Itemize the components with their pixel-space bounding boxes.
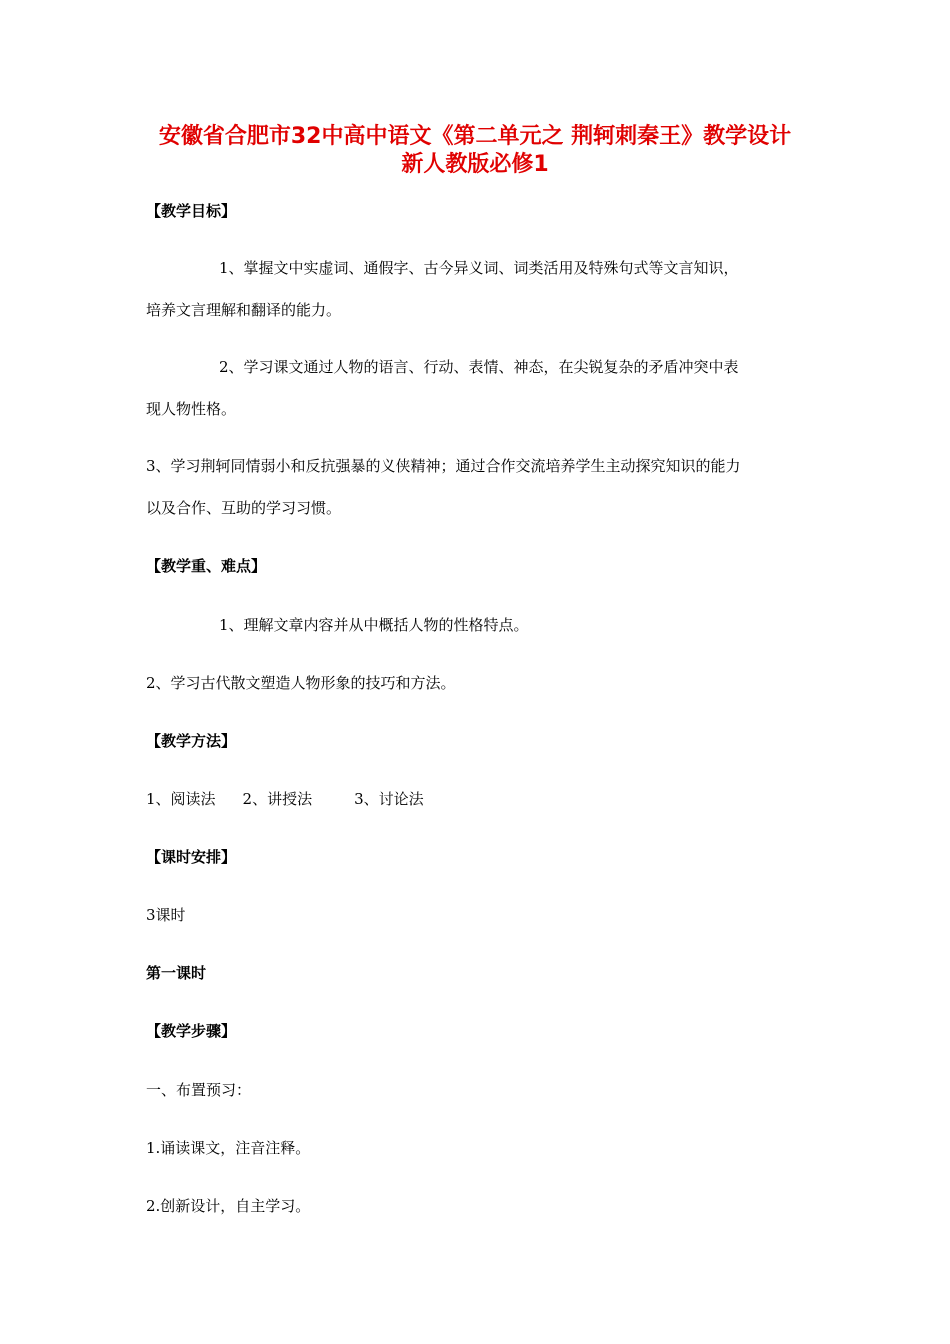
section-heading-steps: 【教学步骤】: [146, 1022, 237, 1040]
lesson-one-heading: 第一课时: [146, 964, 207, 982]
step-2: 2.创新设计，自主学习。: [146, 1197, 311, 1215]
section-heading-key-points: 【教学重、难点】: [146, 557, 267, 575]
section-heading-schedule: 【课时安排】: [146, 848, 237, 866]
section-heading-methods: 【教学方法】: [146, 732, 237, 750]
section-heading-goals: 【教学目标】: [146, 202, 237, 220]
goal-1-line-1: 1、掌握文中实虚词、通假字、古今异义词、词类活用及特殊句式等文言知识，: [219, 259, 739, 277]
goal-1-line-2: 培养文言理解和翻译的能力。: [146, 301, 342, 319]
methods-list: [146, 789, 424, 809]
step-heading: 一、布置预习：: [146, 1081, 252, 1099]
method-1: 1、阅读法: [146, 790, 216, 808]
method-3: 3、讨论法: [354, 790, 424, 808]
title-line-2: 新人教版必修1: [401, 152, 549, 177]
goal-3-line-1: 3、学习荆轲同情弱小和反抗强暴的义侠精神；通过合作交流培养学生主动探究知识的能力: [146, 457, 741, 475]
schedule-text: 3课时: [146, 906, 186, 924]
goal-2-line-2: 现人物性格。: [146, 400, 237, 418]
title-line-1: 安徽省合肥市32中高中语文《第二单元之 荆轲刺秦王》教学设计: [158, 124, 792, 149]
goal-2-line-1: 2、学习课文通过人物的语言、行动、表情、神态，在尖锐复杂的矛盾冲突中表: [219, 358, 739, 376]
key-point-1: 1、理解文章内容并从中概括人物的性格特点。: [219, 616, 529, 634]
step-1: 1.诵读课文，注音注释。: [146, 1139, 311, 1157]
method-2: 2、讲授法: [242, 790, 313, 808]
goal-3-line-2: 以及合作、互助的学习习惯。: [146, 499, 342, 517]
key-point-2: 2、学习古代散文塑造人物形象的技巧和方法。: [146, 674, 456, 692]
